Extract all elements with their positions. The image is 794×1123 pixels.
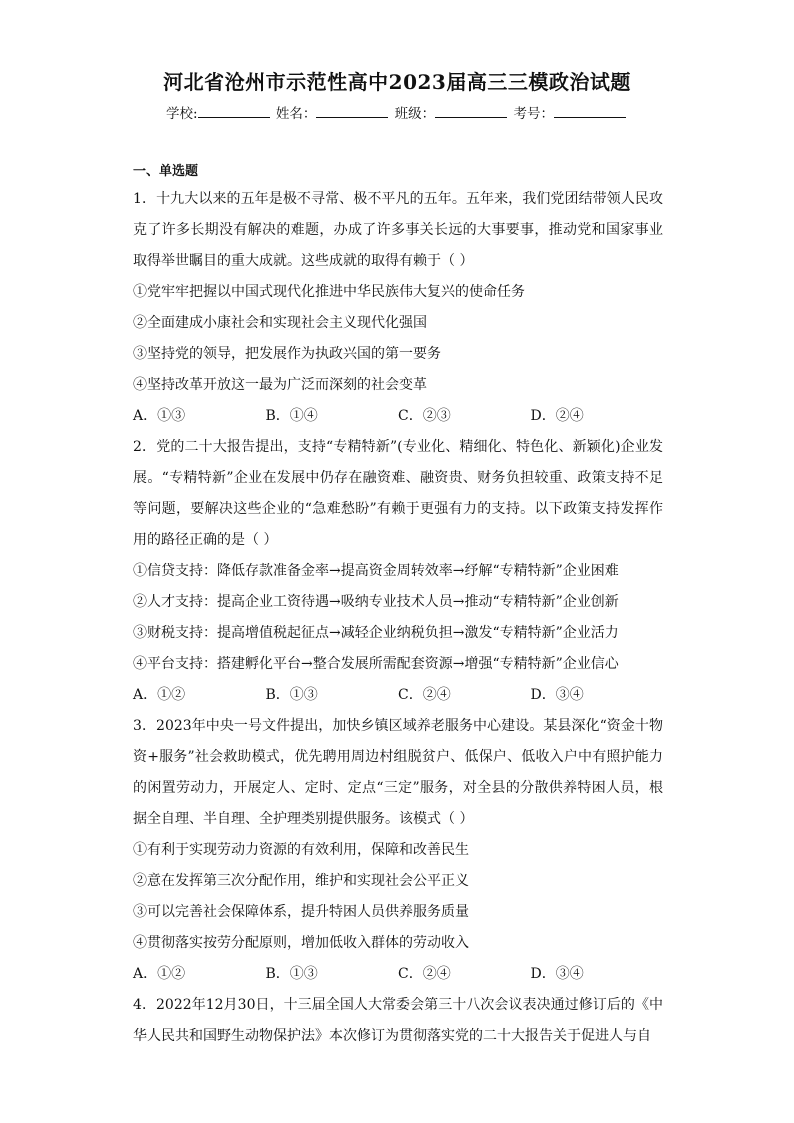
school-blank[interactable] — [198, 105, 270, 118]
choice-b[interactable]: B．①③ — [265, 966, 318, 982]
statement-item: ③财税支持：提高增值税起征点→减轻企业纳税负担→激发“专精特新”企业活力 — [133, 625, 619, 641]
question-list — [133, 160, 663, 1052]
name-label: 姓名： — [275, 106, 317, 122]
question-2 — [133, 432, 663, 711]
answer-choices — [133, 959, 663, 990]
choice-c[interactable]: C．②④ — [398, 687, 451, 703]
statement-item: ②人才支持：提高企业工资待遇→吸纳专业技术人员→推动“专精特新”企业创新 — [133, 594, 619, 610]
choice-a[interactable]: A．①③ — [133, 408, 186, 424]
question-3 — [133, 711, 663, 990]
page-title: 河北省沧州市示范性高中2023届高三三模政治试题 — [163, 70, 631, 94]
name-blank[interactable] — [316, 105, 388, 118]
statement-item: ①有利于实现劳动力资源的有效利用，保障和改善民生 — [133, 842, 469, 858]
class-label: 班级： — [394, 106, 436, 122]
school-label: 学校: — [166, 106, 198, 122]
statement-item: ②意在发挥第三次分配作用，维护和实现社会公平正义 — [133, 873, 469, 889]
statement-item: ④坚持改革开放这一最为广泛而深刻的社会变革 — [133, 377, 427, 393]
choice-a[interactable]: A．①② — [133, 687, 186, 703]
statement-item: ④贯彻落实按劳分配原则，增加低收入群体的劳动收入 — [133, 935, 469, 951]
statement-item: ①信贷支持：降低存款准备金率→提高资金周转效率→纾解“专精特新”企业困难 — [133, 563, 619, 579]
question-stem: 2．党的二十大报告提出，支持“专精特新”(专业化、精细化、特色化、新颖化)企业发展。“专精特新”企业在发展中仍存在融资难、融资贵、财务负担较重、政策支持不足等问题，要解决这些企业的“急难愁盼”有赖于更强有力的支持。以下政策支持发挥作用的路径正确的是（ ） — [133, 439, 663, 548]
choice-d[interactable]: D．③④ — [530, 687, 584, 703]
choice-a[interactable]: A．①② — [133, 966, 186, 982]
question-1 — [133, 184, 663, 432]
answer-choices — [133, 401, 663, 432]
question-stem: 3．2023年中央一号文件提出，加快乡镇区域养老服务中心建设。某县深化“资金十物资+服务”社会救助模式，优先聘用周边村组脱贫户、低保户、低收入户中有照护能力的闲置劳动力，开展定人、定时、定点“三定”服务，对全县的分散供养特困人员，根据全自理、半自理、全护理类别提供服务。该模式（ ） — [133, 718, 663, 827]
answer-choices — [133, 680, 663, 711]
statement-item: ③可以完善社会保障体系，提升特困人员供养服务质量 — [133, 904, 469, 920]
choice-c[interactable]: C．②③ — [398, 408, 451, 424]
statement-item: ②全面建成小康社会和实现社会主义现代化强国 — [133, 315, 427, 331]
statement-item: ④平台支持：搭建孵化平台→整合发展所需配套资源→增强“专精特新”企业信心 — [133, 656, 619, 672]
section-heading: 一、单选题 — [133, 164, 199, 179]
student-info-line — [0, 102, 794, 122]
choice-d[interactable]: D．②④ — [530, 408, 584, 424]
question-4 — [133, 990, 663, 1052]
choice-d[interactable]: D．③④ — [530, 966, 584, 982]
statement-item: ③坚持党的领导，把发展作为执政兴国的第一要务 — [133, 346, 441, 362]
choice-b[interactable]: B．①③ — [265, 687, 318, 703]
exam-no-label: 考号： — [513, 106, 554, 122]
question-stem: 1．十九大以来的五年是极不寻常、极不平凡的五年。五年来，我们党团结带领人民攻克了许多长期没有解决的难题，办成了许多事关长远的大事要事，推动党和国家事业取得举世瞩目的重大成就。这些成就的取得有赖于（ ） — [133, 191, 663, 269]
question-stem: 4．2022年12月30日，十三届全国人大常委会第三十八次会议表决通过修订后的《中华人民共和国野生动物保护法》本次修订为贯彻落实党的二十大报告关于促进人与自 — [133, 997, 663, 1044]
class-blank[interactable] — [435, 105, 507, 118]
exam-no-blank[interactable] — [554, 105, 626, 118]
statement-item: ①党牢牢把握以中国式现代化推进中华民族伟大复兴的使命任务 — [133, 284, 525, 300]
choice-c[interactable]: C．②④ — [398, 966, 451, 982]
choice-b[interactable]: B．①④ — [265, 408, 318, 424]
